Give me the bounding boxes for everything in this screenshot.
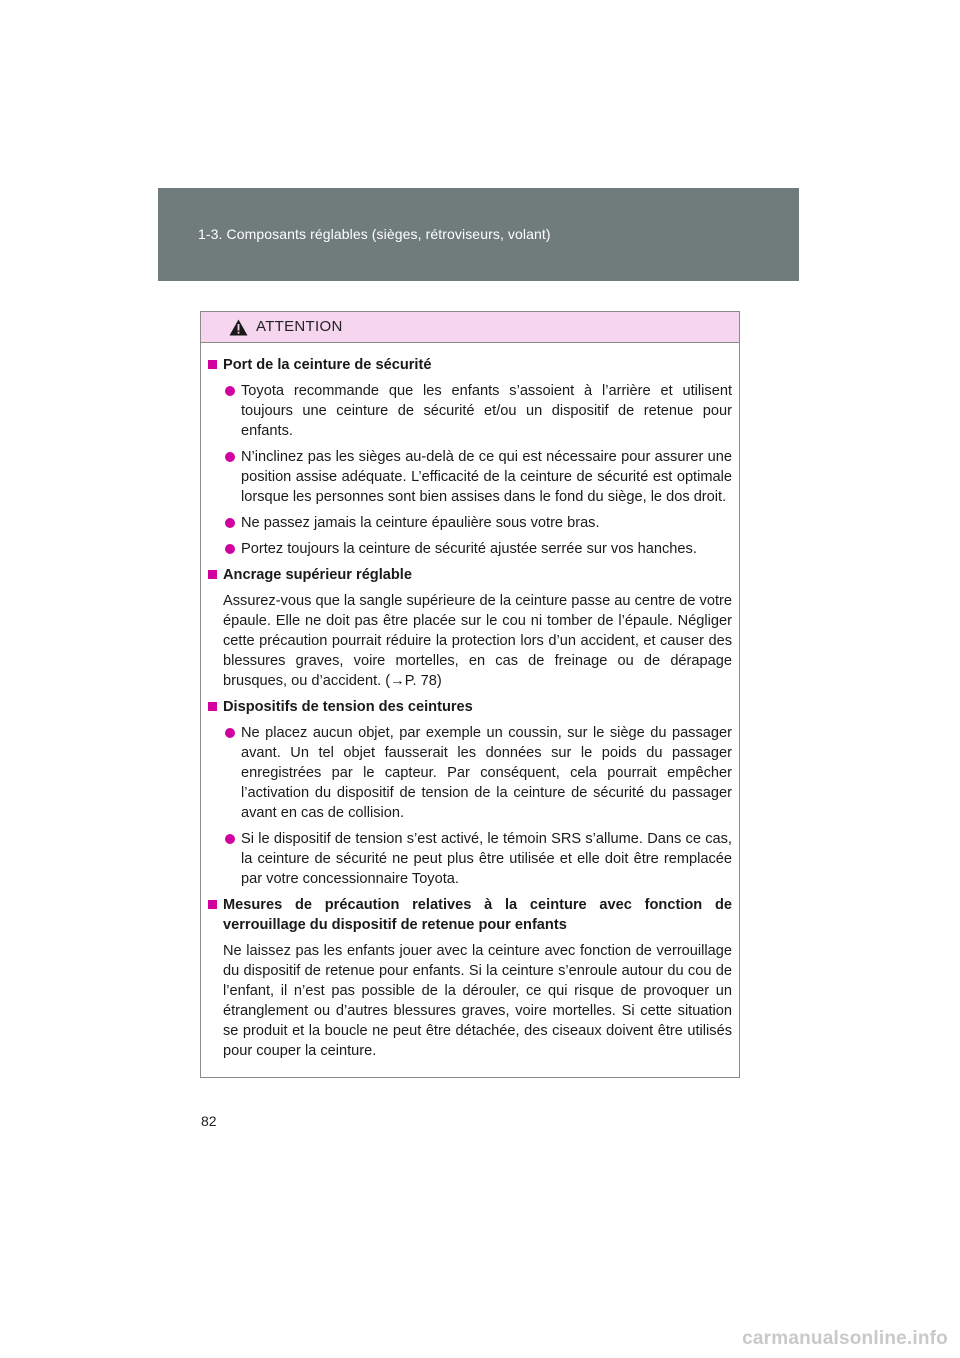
section-heading-text: Mesures de précaution relatives à la ceinture avec fonction de verrouillage du dispositif de retenue pour enfants bbox=[223, 897, 732, 933]
round-bullet-icon bbox=[225, 728, 235, 738]
page-number: 82 bbox=[201, 1113, 217, 1129]
list-item-text: Si le dispositif de tension s’est activé, le témoin SRS s’allume. Dans ce cas, la ceinture de sécurité ne peut plus être utilisée et elle doit être remplacée par votre concessionnaire Toyota. bbox=[241, 831, 732, 887]
list-item bbox=[208, 723, 732, 823]
section-title: 1-3. Composants réglables (sièges, rétroviseurs, volant) bbox=[198, 226, 551, 242]
round-bullet-icon bbox=[225, 834, 235, 844]
round-bullet-icon bbox=[225, 452, 235, 462]
list-item-text: Ne placez aucun objet, par exemple un coussin, sur le siège du passager avant. Un tel objet fausserait les données sur le poids du passager enregistrées par le capteur. Par conséquent, cela pourrait empêcher l’activation du dispositif de tension de la ceinture de sécurité du passager avant en cas de collision. bbox=[241, 725, 732, 821]
section-paragraph: Ne laissez pas les enfants jouer avec la ceinture avec fonction de verrouillage du dispositif de retenue pour enfants. Si la ceinture s’enroule autour du cou de l’enfant, il n’est pas possible de la dérouler, ce qui risque de provoquer un étranglement ou d’autres blessures graves, voire mortelles. Si cette situation se produit et la boucle ne peut être détachée, des ciseaux doivent être utilisés pour couper la ceinture. bbox=[223, 943, 732, 1059]
watermark: carmanualsonline.info bbox=[742, 1328, 948, 1349]
round-bullet-icon bbox=[225, 386, 235, 396]
list-item bbox=[208, 447, 732, 507]
square-bullet-icon bbox=[208, 900, 217, 909]
section-heading bbox=[208, 565, 732, 585]
section-heading bbox=[208, 895, 732, 935]
section-heading bbox=[208, 355, 732, 375]
attention-content bbox=[201, 343, 739, 1061]
attention-header bbox=[201, 312, 739, 343]
list-item bbox=[208, 829, 732, 889]
section-heading-text: Port de la ceinture de sécurité bbox=[223, 357, 432, 373]
list-item-text: N’inclinez pas les sièges au-delà de ce qui est nécessaire pour assurer une position assise adéquate. L’efficacité de la ceinture de sécurité est optimale lorsque les personnes sont bien assises dans le fond du siège, le dos droit. bbox=[241, 449, 732, 505]
square-bullet-icon bbox=[208, 570, 217, 579]
list-item-text: Toyota recommande que les enfants s’assoient à l’arrière et utilisent toujours une ceinture de sécurité et/ou un dispositif de retenue pour enfants. bbox=[241, 383, 732, 439]
list-item bbox=[208, 539, 732, 559]
section-child-lock bbox=[208, 895, 732, 1061]
list-item-text: Portez toujours la ceinture de sécurité ajustée serrée sur vos hanches. bbox=[241, 541, 697, 557]
attention-box bbox=[200, 311, 740, 1078]
section-heading-text: Ancrage supérieur réglable bbox=[223, 567, 412, 583]
warning-triangle-icon bbox=[229, 319, 248, 336]
list-item bbox=[208, 381, 732, 441]
section-seatbelt bbox=[208, 355, 732, 559]
section-heading-text: Dispositifs de tension des ceintures bbox=[223, 699, 473, 715]
section-pretensioner bbox=[208, 697, 732, 889]
section-paragraph: Assurez-vous que la sangle supérieure de la ceinture passe au centre de votre épaule. Elle ne doit pas être placée sur le cou ni tomber de l’épaule. Négliger cette précaution pourrait réduire la protection lors d’un accident, et causer des blessures graves, voire mortelles, en cas de freinage ou de dérapage brusques, ou d’accident. (→P. 78) bbox=[223, 593, 732, 689]
square-bullet-icon bbox=[208, 702, 217, 711]
section-header bbox=[158, 188, 799, 281]
square-bullet-icon bbox=[208, 360, 217, 369]
round-bullet-icon bbox=[225, 518, 235, 528]
list-item bbox=[208, 513, 732, 533]
round-bullet-icon bbox=[225, 544, 235, 554]
list-item-text: Ne passez jamais la ceinture épaulière sous votre bras. bbox=[241, 515, 600, 531]
section-anchor bbox=[208, 565, 732, 691]
attention-title: ATTENTION bbox=[256, 318, 343, 335]
section-heading bbox=[208, 697, 732, 717]
